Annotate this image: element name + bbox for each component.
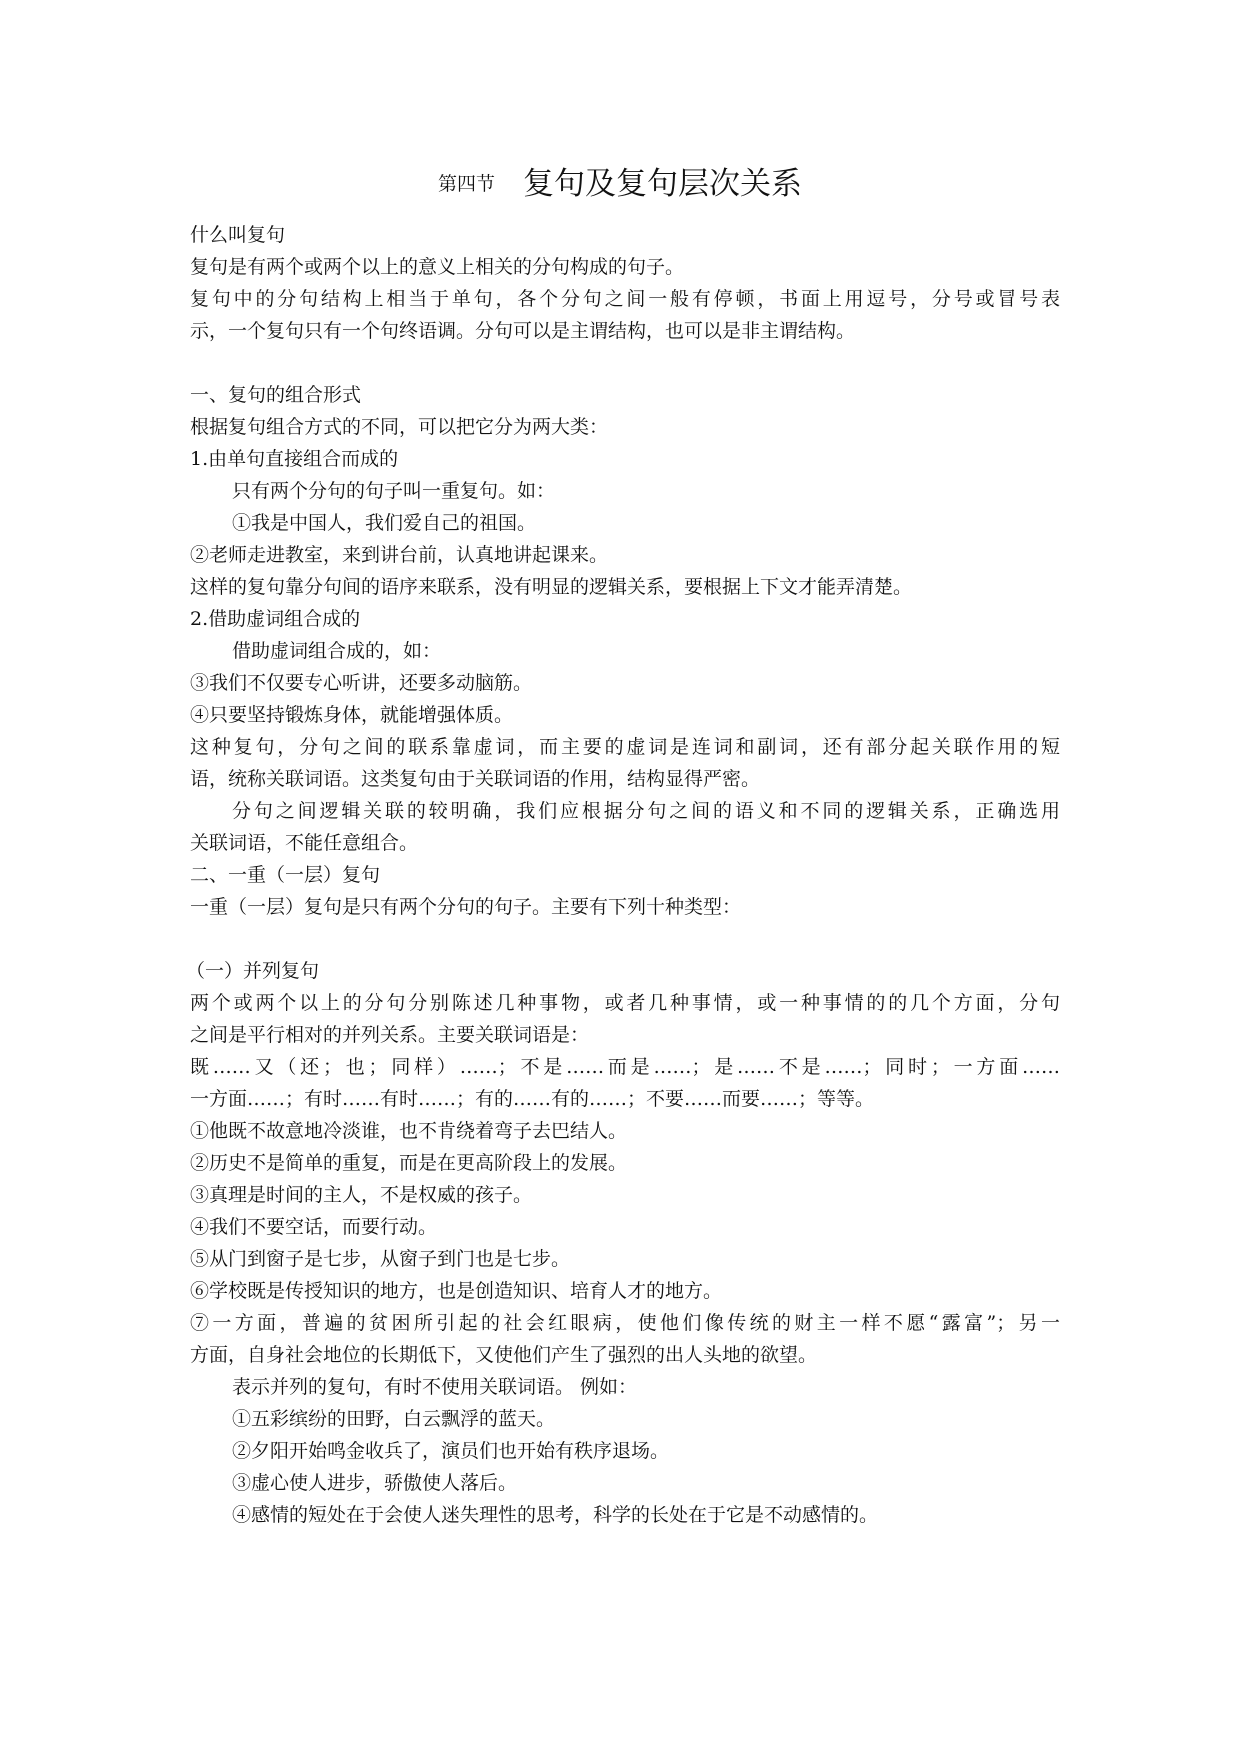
paragraph-line: 关联词语，不能任意组合。 bbox=[190, 832, 419, 854]
subheading: 1.由单句直接组合而成的 bbox=[190, 448, 399, 470]
paragraph-line: 一方面……；有时……有时……；有的……有的……；不要……而要……；等等。 bbox=[190, 1088, 875, 1110]
example-line: ⑦一方面，普遍的贫困所引起的社会红眼病，使他们像传统的财主一样不愿“露富”；另一 bbox=[190, 1312, 1060, 1334]
example-line: ③真理是时间的主人，不是权威的孩子。 bbox=[190, 1184, 533, 1206]
page-title bbox=[0, 158, 1240, 203]
paragraph-line: 一重（一层）复句是只有两个分句的句子。主要有下列十种类型： bbox=[190, 896, 742, 918]
paragraph-line: 之间是平行相对的并列关系。主要关联词语是： bbox=[190, 1024, 590, 1046]
paragraph-line: 分句之间逻辑关联的较明确，我们应根据分句之间的语义和不同的逻辑关系，正确选用 bbox=[232, 800, 1060, 822]
example-line: ③我们不仅要专心听讲，还要多动脑筋。 bbox=[190, 672, 533, 694]
example-line: ②老师走进教室，来到讲台前，认真地讲起课来。 bbox=[190, 544, 609, 566]
paragraph-line: 语，统称关联词语。这类复句由于关联词语的作用，结构显得严密。 bbox=[190, 768, 761, 790]
paragraph-line: 借助虚词组合成的，如： bbox=[232, 640, 442, 662]
section-heading: 二、一重（一层）复句 bbox=[190, 864, 381, 886]
example-line: ④感情的短处在于会使人迷失理性的思考，科学的长处在于它是不动感情的。 bbox=[232, 1504, 879, 1526]
example-line: ⑥学校既是传授知识的地方，也是创造知识、培育人才的地方。 bbox=[190, 1280, 723, 1302]
paragraph-line: 两个或两个以上的分句分别陈述几种事物，或者几种事情，或一种事情的的几个方面，分句 bbox=[190, 992, 1060, 1014]
example-line: ③虚心使人进步，骄傲使人落后。 bbox=[232, 1472, 518, 1494]
paragraph-line: 根据复句组合方式的不同，可以把它分为两大类： bbox=[190, 416, 609, 438]
paragraph-line: 表示并列的复句，有时不使用关联词语。 例如： bbox=[232, 1376, 638, 1398]
example-line: ①我是中国人，我们爱自己的祖国。 bbox=[232, 512, 537, 534]
example-line: 方面，自身社会地位的长期低下，又使他们产生了强烈的出人头地的欲望。 bbox=[190, 1344, 818, 1366]
paragraph-line: 只有两个分句的句子叫一重复句。如： bbox=[232, 480, 556, 502]
section-heading: 一、复句的组合形式 bbox=[190, 384, 362, 406]
example-line: ①他既不故意地冷淡谁，也不肯绕着弯子去巴结人。 bbox=[190, 1120, 628, 1142]
subheading: 2.借助虚词组合成的 bbox=[190, 608, 361, 630]
paragraph-line: 复句中的分句结构上相当于单句，各个分句之间一般有停顿，书面上用逗号，分号或冒号表 bbox=[190, 288, 1060, 310]
subsection-heading: （一）并列复句 bbox=[186, 960, 320, 982]
example-line: ⑤从门到窗子是七步，从窗子到门也是七步。 bbox=[190, 1248, 571, 1270]
example-line: ①五彩缤纷的田野，白云飘浮的蓝天。 bbox=[232, 1408, 556, 1430]
example-line: ②夕阳开始鸣金收兵了，演员们也开始有秩序退场。 bbox=[232, 1440, 670, 1462]
example-line: ②历史不是简单的重复，而是在更高阶段上的发展。 bbox=[190, 1152, 628, 1174]
example-line: ④我们不要空话，而要行动。 bbox=[190, 1216, 438, 1238]
paragraph-line: 这样的复句靠分句间的语序来联系，没有明显的逻辑关系，要根据上下文才能弄清楚。 bbox=[190, 576, 913, 598]
title-text: 复句及复句层次关系 bbox=[523, 166, 802, 202]
heading-what-is-complex-sentence: 什么叫复句 bbox=[190, 224, 286, 246]
paragraph-line: 示，一个复句只有一个句终语调。分句可以是主谓结构，也可以是非主谓结构。 bbox=[190, 320, 856, 342]
paragraph-line: 这种复句，分句之间的联系靠虚词，而主要的虚词是连词和副词，还有部分起关联作用的短 bbox=[190, 736, 1060, 758]
section-label: 第四节 bbox=[437, 173, 495, 195]
example-line: ④只要坚持锻炼身体，就能增强体质。 bbox=[190, 704, 514, 726]
paragraph-line: 既……又（还；也；同样）……；不是……而是……；是……不是……；同时；一方面…… bbox=[190, 1056, 1060, 1078]
paragraph-line: 复句是有两个或两个以上的意义上相关的分句构成的句子。 bbox=[190, 256, 685, 278]
